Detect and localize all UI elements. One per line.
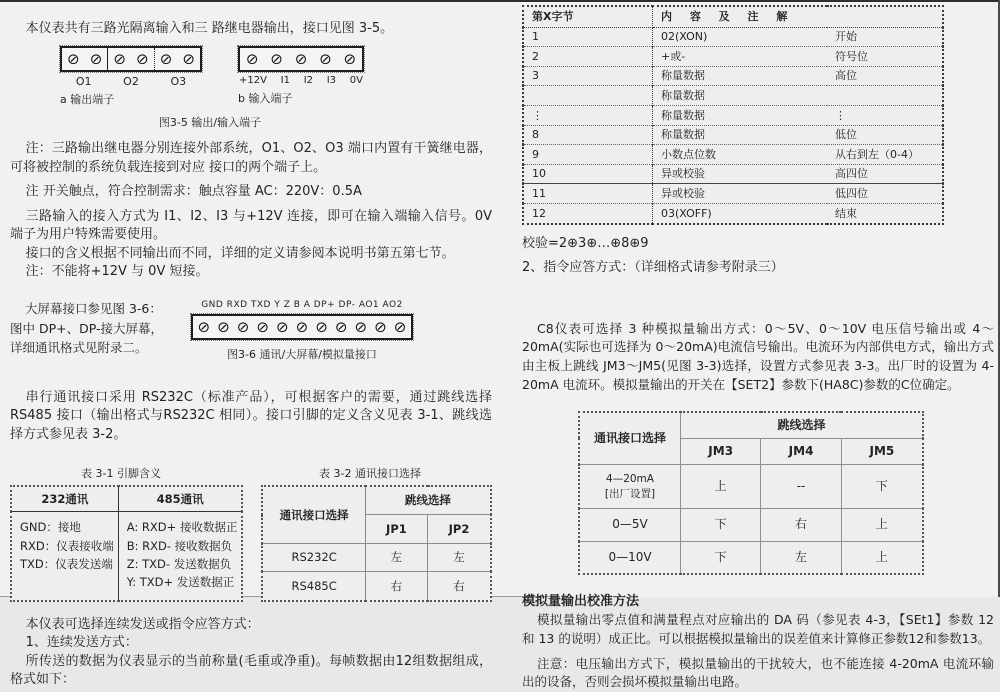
- screw-terminal-icon: ⊘: [270, 52, 283, 67]
- analog-jumper-table: [578, 411, 924, 575]
- pin-definition: GND：接地: [20, 518, 114, 536]
- table-row: [523, 27, 943, 47]
- screw-terminal-icon: ⊘: [113, 52, 126, 67]
- byte-content: 03(XOFF): [653, 204, 828, 224]
- input-terminal-labels: [238, 74, 364, 88]
- terminal-label: I3: [327, 74, 336, 88]
- terminal-label: O3: [155, 74, 202, 90]
- screw-terminal-icon: ⊘: [237, 320, 250, 335]
- input-terminal-block: [238, 46, 364, 72]
- jumper-position: 右: [365, 572, 427, 601]
- terminal-label: O2: [107, 74, 154, 90]
- column-header-232: 232通讯: [11, 486, 118, 512]
- checksum-formula: 校验=2⊕3⊕…⊕8⊕9: [522, 235, 994, 253]
- byte-note: 从右到左（0-4）: [827, 145, 943, 165]
- column-header-485: 485通讯: [118, 486, 242, 512]
- output-mode-name: 0—5V: [579, 509, 681, 541]
- byte-content: 小数点位数: [653, 145, 828, 165]
- byte-number: 8: [523, 125, 653, 145]
- mode-label: 4—20mA: [582, 472, 678, 487]
- pin-definition: Z: TXD- 发送数据负: [127, 555, 238, 573]
- port-meaning-paragraph: 接口的含义根据不同输出而不同，详细的定义请参阅本说明书第五第七节。: [26, 245, 492, 263]
- byte-note: 低四位: [827, 184, 943, 204]
- output-mode-name: 0—10V: [579, 541, 681, 574]
- jumper-position: 上: [841, 541, 923, 574]
- table-row: [523, 184, 943, 204]
- text-line: 大屏幕接口参见图 3-6：: [10, 299, 188, 318]
- terminal-label: I2: [304, 74, 313, 88]
- scan-edge-top: [0, 0, 1000, 2]
- jumper-header: JM5: [841, 438, 923, 464]
- table-row: [523, 204, 943, 224]
- interface-name: RS232C: [262, 543, 365, 571]
- group-header: 跳线选择: [681, 412, 924, 439]
- byte-frame-table: [522, 5, 944, 225]
- table-row: [523, 106, 943, 126]
- table-row: [579, 509, 923, 541]
- byte-content: 称量数据: [653, 86, 828, 106]
- output-terminal-block: [60, 46, 202, 72]
- group-header: 跳线选择: [365, 486, 491, 515]
- content-note-header: 内 容 及 注 解: [653, 6, 944, 27]
- input-block-caption: b 输入端子: [238, 91, 364, 107]
- figure-3-6-caption: 图3-6 通讯/大屏幕/模拟量接口: [188, 347, 416, 363]
- terminal-label: 0V: [350, 74, 363, 88]
- table-row: [523, 66, 943, 86]
- pins-485-cell: [118, 512, 242, 601]
- short-circuit-warning: 注：不能将+12V 与 0V 短接。: [26, 263, 492, 281]
- screw-terminal-icon: ⊘: [160, 52, 173, 67]
- table-3-2-caption: 表 3-2 通讯接口选择: [250, 466, 490, 482]
- jumper-position: 左: [428, 543, 491, 571]
- send-mode-intro: 本仪表可选择连续发送或指令应答方式：: [26, 616, 492, 634]
- pin-definition: A: RXD+ 接收数据正: [127, 518, 238, 536]
- byte-content: +或-: [653, 47, 828, 67]
- mode-sublabel: [出厂设置]: [582, 487, 678, 502]
- table-row: [262, 543, 491, 571]
- relay-note-paragraph: 注：三路输出继电器分别连接外部系统，O1、O2、O3 端口内置有干簧继电器，可将被控制的系统负载连接到对应 接口的两个端子上。: [10, 140, 492, 177]
- jumper-header: JM4: [761, 438, 841, 464]
- byte-note: 高位: [827, 66, 943, 86]
- pin-definition: Y: TXD+ 发送数据正: [127, 573, 238, 591]
- screw-terminal-icon: ⊘: [374, 320, 387, 335]
- terminal-pair-o1: [62, 48, 107, 70]
- screw-terminal-icon: ⊘: [90, 52, 103, 67]
- byte-number: 11: [523, 184, 653, 204]
- figure-3-6: [10, 299, 492, 362]
- byte-number: 12: [523, 204, 653, 224]
- terminal-pair-o3: [154, 48, 200, 70]
- byte-note: 高四位: [827, 164, 943, 184]
- intro-paragraph: 本仪表共有三路光隔离输入和三 路继电器输出，接口见图 3-5。: [10, 20, 492, 38]
- screw-terminal-icon: ⊘: [217, 320, 230, 335]
- input-terminals: [240, 48, 362, 70]
- byte-number: [523, 86, 653, 106]
- byte-note: 开始: [827, 27, 943, 47]
- screw-terminal-icon: ⊘: [343, 52, 356, 67]
- screw-terminal-icon: ⊘: [296, 320, 309, 335]
- screw-terminal-icon: ⊘: [295, 52, 308, 67]
- table-row: [523, 86, 943, 106]
- jumper-position: 左: [365, 543, 427, 571]
- byte-number-header: 第X字节: [523, 6, 653, 27]
- output-mode-name: [579, 464, 681, 509]
- figure-3-5: [60, 46, 360, 130]
- byte-note: 符号位: [827, 47, 943, 67]
- calibration-heading: 模拟量输出校准方法: [522, 593, 994, 611]
- text-line: 详细通讯格式见附录二。: [10, 338, 188, 357]
- jumper-header: JM3: [681, 438, 761, 464]
- output-terminal-labels: [60, 74, 202, 90]
- byte-content: 02(XON): [653, 27, 828, 47]
- screw-terminal-icon: ⊘: [394, 320, 407, 335]
- right-column: [522, 5, 994, 692]
- screw-terminal-icon: ⊘: [67, 52, 80, 67]
- jumper-position: 下: [841, 464, 923, 509]
- byte-content: 称量数据: [653, 106, 828, 126]
- terminal-label: I1: [281, 74, 290, 88]
- byte-number: 1: [523, 27, 653, 47]
- screw-terminal-icon: ⊘: [315, 320, 328, 335]
- command-answer-item: 2、指令应答方式：（详细格式请参考附录三）: [522, 259, 994, 277]
- screw-terminal-icon: ⊘: [198, 320, 211, 335]
- jumper-position: 下: [681, 509, 761, 541]
- interface-name: RS485C: [262, 572, 365, 601]
- byte-number: 10: [523, 164, 653, 184]
- byte-content: 异或校验: [653, 184, 828, 204]
- table-row: [523, 125, 943, 145]
- pin-definition: B: RXD- 接收数据负: [127, 537, 238, 555]
- jumper-header: JP2: [428, 515, 491, 543]
- table-row: [523, 164, 943, 184]
- terminal-label: +12V: [239, 74, 267, 88]
- byte-note: ⋮: [827, 106, 943, 126]
- byte-number: 3: [523, 66, 653, 86]
- table-row: [523, 145, 943, 165]
- jumper-position: 右: [428, 572, 491, 601]
- byte-note: 低位: [827, 125, 943, 145]
- comm-terminal-group: [188, 299, 416, 362]
- left-column: [10, 20, 492, 690]
- calibration-paragraph: 模拟量输出零点值和满量程点对应输出的 DA 码（参见表 4-3，【SEt1】参数 12 和 13 的说明）成正比。可以根据模拟量输出的误差值来计算修正参数12和参数13。: [522, 611, 994, 649]
- byte-content: 称量数据: [653, 125, 828, 145]
- screw-terminal-icon: ⊘: [335, 320, 348, 335]
- analog-output-paragraph: C8仪表可选择 3 种模拟量输出方式：0～5V、0～10V 电压信号输出或 4～20mA(实际也可选择为 0～20mA)电流信号输出。电流环为内部供电方式，输出方式由主板上跳线 JM3～JM5(见图 3-3)选择，设置方式参见表 3-3。出厂时的设置为 4-20mA 电流环。模拟量输出的开关在【SET2】参数下(HA8C)参数的C位确定。: [522, 320, 994, 395]
- big-display-text: [10, 299, 188, 362]
- table-row: [579, 541, 923, 574]
- output-block-caption: a 输出端子: [60, 92, 202, 108]
- screw-terminal-icon: ⊘: [256, 320, 269, 335]
- frame-format-paragraph: 所传送的数据为仪表显示的当前称量(毛重或净重)。每帧数据由12组数据组成，格式如下：: [10, 653, 492, 690]
- contact-rating-note: 注 开关触点，符合控制需求：触点容量 AC：220V：0.5A: [26, 183, 492, 201]
- input-terminal-group: [238, 46, 364, 107]
- byte-note: [827, 86, 943, 106]
- screw-terminal-icon: ⊘: [246, 52, 259, 67]
- voltage-warning-paragraph: 注意：电压输出方式下，模拟量输出的干扰较大，也不能连接 4-20mA 电流环输出的设备，否则会损坏模拟量输出电路。: [522, 655, 994, 692]
- table-row: [262, 572, 491, 601]
- input-wiring-paragraph: 三路输入的接入方式为 I1、I2、I3 与+12V 连接，即可在输入端输入信号。0V 端子为用户特殊需要使用。: [10, 208, 492, 245]
- pin-definition-table: [10, 485, 243, 602]
- row-header: 通讯接口选择: [262, 486, 365, 543]
- serial-interface-paragraph: 串行通讯接口采用 RS232C（标准产品），可根据客户的需要，通过跳线选择 RS485 接口（输出格式与RS232C 相同）。接口引脚的定义含义见表 3-1、跳线选择方式参见表 3-2。: [10, 389, 492, 444]
- pin-definition: RXD：仪表接收端: [20, 537, 114, 555]
- jumper-position: 右: [761, 509, 841, 541]
- jumper-position: 上: [841, 509, 923, 541]
- pins-232-cell: [11, 512, 118, 601]
- byte-number: 2: [523, 47, 653, 67]
- byte-number: ⋮: [523, 106, 653, 126]
- table-captions-row: [10, 466, 492, 482]
- comm-terminal-block: [191, 314, 413, 340]
- table-row: [579, 464, 923, 509]
- jumper-position: 上: [681, 464, 761, 509]
- byte-content: 异或校验: [653, 164, 828, 184]
- jumper-position: 下: [681, 541, 761, 574]
- output-terminal-group: [60, 46, 202, 107]
- terminal-pair-o2: [107, 48, 153, 70]
- text-line: 图中 DP+、DP-接大屏幕，: [10, 319, 188, 338]
- jumper-position: --: [761, 464, 841, 509]
- byte-number: 9: [523, 145, 653, 165]
- continuous-send-item: 1、连续发送方式：: [26, 634, 492, 652]
- terminal-label: O1: [60, 74, 107, 90]
- comm-jumper-table: [261, 485, 492, 602]
- screw-terminal-icon: ⊘: [136, 52, 149, 67]
- figure-3-5-caption: 图3-5 输出/输入端子: [60, 115, 360, 131]
- jumper-header: JP1: [365, 515, 427, 543]
- row-header: 通讯接口选择: [579, 412, 681, 465]
- screw-terminal-icon: ⊘: [276, 320, 289, 335]
- byte-note: 结束: [827, 204, 943, 224]
- screw-terminal-icon: ⊘: [182, 52, 195, 67]
- screw-terminal-icon: ⊘: [319, 52, 332, 67]
- comm-terminals: [193, 316, 411, 338]
- pin-definition: TXD：仪表发送端: [20, 555, 114, 573]
- table-3-1-caption: 表 3-1 引脚含义: [10, 466, 232, 482]
- comm-terminal-labels: GND RXD TXD Y Z B A DP+ DP- AO1 AO2: [188, 299, 416, 312]
- screw-terminal-icon: ⊘: [355, 320, 368, 335]
- table-row: [523, 47, 943, 67]
- jumper-position: 左: [761, 541, 841, 574]
- byte-content: 称量数据: [653, 66, 828, 86]
